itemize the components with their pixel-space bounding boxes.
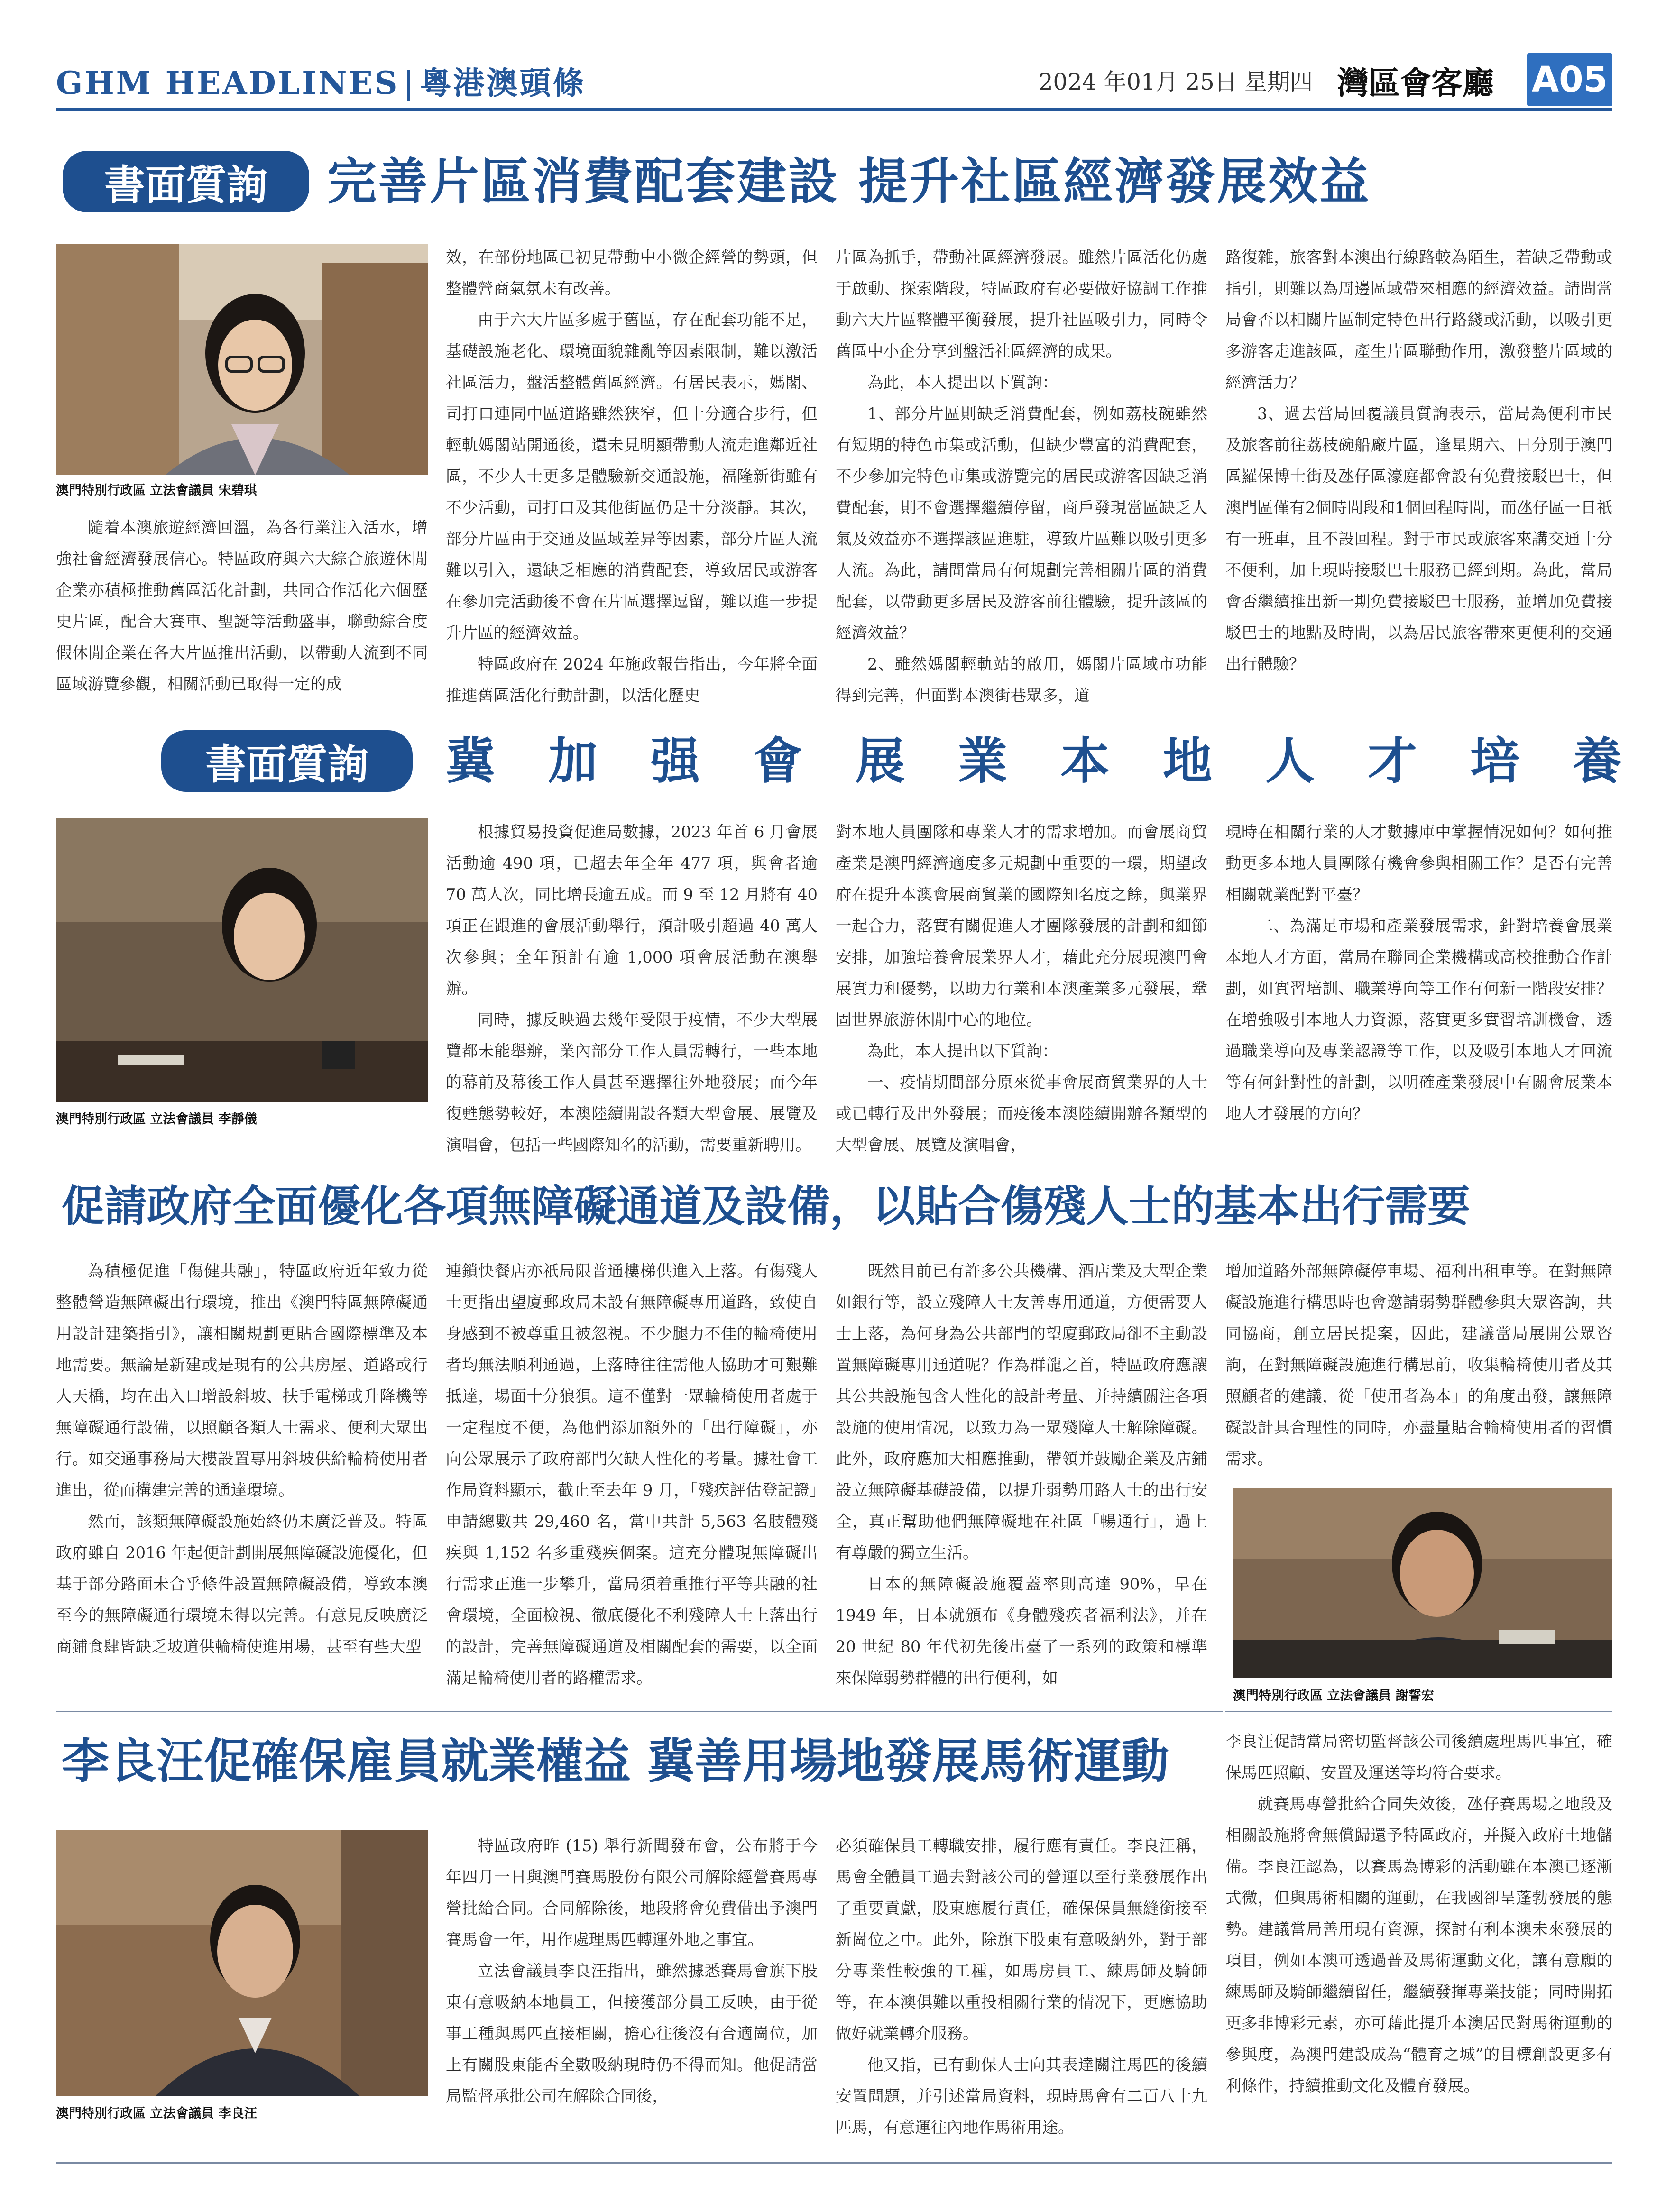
article4-column-3 <box>836 1830 1207 2153</box>
article4-paragraph: 特區政府昨 (15) 舉行新聞發布會，公布將于今年四月一日與澳門賽馬股份有限公司解除經營賽馬專營批給合同。合同解除後，地段將會免費借出予澳門賽馬會一年，用作處理馬匹轉運外地之事宜。 <box>446 1836 818 1949</box>
article2-column-2 <box>446 817 818 1154</box>
article1-paragraph: 1、部分片區則缺乏消費配套，例如荔枝碗雖然有短期的特色市集或活動，但缺少豐富的消費配套，不少參加完特色市集或游覽完的居民或游客因缺乏消費配套，則不會選擇繼續停留，商戶發現當區缺乏人氣及效益亦不選擇該區進駐，導致片區難以吸引更多人流。為此，請問當局有何規劃完善相關片區的消費配套，以帶動更多居民及游客前往體驗，提升該區的經濟效益？ <box>836 404 1207 642</box>
article3-column-3 <box>836 1256 1207 1701</box>
article1-paragraph: 2、雖然媽閣輕軌站的啟用，媽閣片區域市功能得到完善，但面對本澳街巷眾多，道 <box>836 655 1207 705</box>
article3-column-4 <box>1225 1256 1612 1478</box>
article1-column-1 <box>56 512 428 716</box>
article2-paragraph: 同時，據反映過去幾年受限于疫情，不少大型展覽都未能舉辦，業內部分工作人員需轉行，一些本地的幕前及幕後工作人員甚至選擇往外地發展；而今年復甦態勢較好，本澳陸續開設各類大型會展、展覽及演唱會，包括一些國際知名的活動，需要重新聘用。 <box>446 1010 818 1154</box>
article1-headline: 完善片區消費配套建設 提升社區經濟發展效益 <box>327 153 1371 211</box>
article4-paragraph: 就賽馬專營批給合同失效後，氹仔賽馬場之地段及相關設施將會無償歸還予特區政府，并擬入政府土地儲備。李良汪認為，以賽馬為博彩的活動雖在本澳已逐漸式微，但與馬術相關的運動，在我國卻呈蓬勃發展的態勢。建議當局善用現有資源，探討有利本澳未來發展的項目，例如本澳可透過普及馬術運動文化，讓有意願的練馬師及騎師繼續留任，繼續發揮專業技能；同時開拓更多非博彩元素，亦可藉此提升本澳居民對馬術運動的參與度，為澳門建設成為“體育之城”的目標創設更多有利條件，持續推動文化及體育發展。 <box>1225 1795 1612 2095</box>
article1-paragraph: 隨着本澳旅遊經濟回溫，為各行業注入活水，增強社會經濟發展信心。特區政府與六大綜合旅遊休閒企業亦積極推動舊區活化計劃，共同合作活化六個歷史片區，配合大賽車、聖誕等活動盛事，聯動綜合度假休閒企業在各大片區推出活動，以帶動人流到不同區域游覽參觀，相關活動已取得一定的成 <box>56 518 428 693</box>
article1-column-4 <box>1225 242 1612 716</box>
article4-paragraph: 他又指，已有動保人士向其表達關注馬匹的後續安置問題，并引述當局資料，現時馬會有二百八十九匹馬，有意運往內地作馬術用途。 <box>836 2056 1207 2137</box>
article2-paragraph: 現時在相關行業的人才數據庫中掌握情况如何？如何推動更多本地人員團隊有機會參與相關工作？是否有完善相關就業配對平臺？ <box>1225 823 1612 904</box>
article3-column-1 <box>56 1256 428 1701</box>
article1-paragraph: 路復雜，旅客對本澳出行線路較為陌生，若缺乏帶動或指引，則難以為周邊區域帶來相應的經濟效益。請問當局會否以相關片區制定特色出行路綫或活動，以吸引更多游客走進該區，產生片區聯動作用，激發整片區域的經濟活力？ <box>1225 248 1612 392</box>
article3-paragraph: 為積極促進「傷健共融」，特區政府近年致力從整體營造無障礙出行環境，推出《澳門特區無障礙通用設計建築指引》，讓相關規劃更貼合國際標準及本地需要。無論是新建或是現有的公共房屋、道路或行人天橋，均在出入口增設斜坡、扶手電梯或升降機等無障礙通行設備，以照顧各類人士需求、便利大眾出行。如交通事務局大樓設置專用斜坡供給輪椅使用者進出，從而構建完善的通達環境。 <box>56 1262 428 1499</box>
article1-column-3 <box>836 242 1207 716</box>
article3-photo <box>1233 1488 1612 1678</box>
article4-photo <box>56 1830 428 2096</box>
article2-caption: 澳門特別行政區 立法會議員 李靜儀 <box>56 1112 257 1127</box>
masthead-brand <box>56 58 586 103</box>
article1-caption: 澳門特別行政區 立法會議員 宋碧琪 <box>56 483 257 498</box>
issue-date: 2024 年01月 25日 星期四 <box>1039 69 1313 95</box>
brand-en: GHM HEADLINES <box>56 64 399 101</box>
article4-caption: 澳門特別行政區 立法會議員 李良汪 <box>56 2106 257 2121</box>
article3-paragraph: 日本的無障礙設施覆蓋率則高達 90%，早在 1949 年，日本就頒布《身體殘疾者福利法》，并在 20 世紀 80 年代初先後出臺了一系列的政策和標準來保障弱勢群體的出行便利，如 <box>836 1575 1207 1687</box>
article2-paragraph: 對本地人員團隊和專業人才的需求增加。而會展商貿產業是澳門經濟適度多元規劃中重要的一環，期望政府在提升本澳會展商貿業的國際知名度之餘，與業界一起合力，落實有關促進人才團隊發展的計劃和細節安排，加強培養會展業界人才，藉此充分展現澳門會展實力和優勢，以助力行業和本澳產業多元發展，鞏固世界旅游休閒中心的地位。 <box>836 823 1207 1029</box>
article2-headline: 冀加强會展業本地人才培養 <box>446 732 1675 790</box>
article4-column-4 <box>1225 1726 1612 2153</box>
article3-paragraph: 連鎖快餐店亦祇局限普通樓梯供進入上落。有傷殘人士更指出望廈郵政局未設有無障礙專用道路，致使自身感到不被尊重且被忽視。不少腿力不佳的輪椅使用者均無法順利通過，上落時往往需他人協助才可艱難抵達，場面十分狼狽。這不僅對一眾輪椅使用者處于一定程度不便，為他們添加額外的「出行障礙」，亦向公眾展示了政府部門欠缺人性化的考量。據社會工作局資料顯示，截止至去年 9 月，「殘疾評估登記證」申請總數共 29,460 名，當中共計 5,563 名肢體殘疾與 1,152 名多重殘疾個案。這充分體現無障礙出行需求正進一步攀升，當局須着重推行平等共融的社會環境，全面檢視、徹底優化不利殘障人士上落出行的設計，完善無障礙通道及相關配套的需要，以全面滿足輪椅使用者的路權需求。 <box>446 1262 818 1687</box>
article1-paragraph: 效，在部份地區已初見帶動中小微企經營的勢頭，但整體營商氣氛未有改善。 <box>446 248 818 298</box>
article2-photo <box>56 818 428 1102</box>
article1-paragraph: 為此，本人提出以下質詢： <box>867 373 1058 392</box>
article2-paragraph: 二、為滿足市場和產業發展需求，針對培養會展業本地人才方面，當局在聯同企業機構或高校推動合作計劃，如實習培訓、職業導向等工作有何新一階段安排？在增強吸引本地人力資源，落實更多實習培訓機會，透過職業導向及專業認證等工作，以及吸引本地人才回流等有何針對性的計劃，以明確產業發展中有關會展業本地人才發展的方向？ <box>1225 917 1612 1123</box>
article2-badge: 書面質詢 <box>161 730 413 792</box>
article1-paragraph: 特區政府在 2024 年施政報告指出，今年將全面推進舊區活化行動計劃，以活化歷史 <box>446 655 818 705</box>
article1-column-2 <box>446 242 818 716</box>
article2-paragraph: 一、疫情期間部分原來從事會展商貿業界的人士或已轉行及出外發展；而疫後本澳陸續開辦各類型的大型會展、展覽及演唱會， <box>836 1073 1207 1154</box>
section-divider <box>1225 1711 1612 1712</box>
article1-paragraph: 由于六大片區多處于舊區，存在配套功能不足，基礎設施老化、環境面貌雜亂等因素限制，難以激活社區活力，盤活整體舊區經濟。有居民表示，媽閣、司打口連同中區道路雖然狹窄，但十分適合步行，但輕軌媽閣站開通後，還未見明顯帶動人流走進鄰近社區，不少人士更多是體驗新交通設施，福隆新街雖有不少活動，司打口及其他街區仍是十分淡靜。其次，部分片區由于交通及區域差异等因素，部分片區人流難以引入，還缺乏相應的消費配套，導致居民或游客在參加完活動後不會在片區選擇逗留，難以進一步提升片區的經濟效益。 <box>446 311 818 642</box>
article4-headline: 李良汪促確保雇員就業權益 冀善用場地發展馬術運動 <box>62 1734 1169 1789</box>
article1-badge: 書面質詢 <box>63 151 309 212</box>
article3-caption: 澳門特別行政區 立法會議員 謝誓宏 <box>1233 1689 1434 1703</box>
article1-paragraph: 片區為抓手，帶動社區經濟發展。雖然片區活化仍處于啟動、探索階段，特區政府有必要做好協調工作推動六大片區整體平衡發展，提升社區吸引力，同時令舊區中小企分享到盤活社區經濟的成果。 <box>836 248 1207 360</box>
article2-column-4 <box>1225 817 1612 1139</box>
page-number-badge: A05 <box>1527 53 1612 106</box>
section-name: 灣區會客廳 <box>1337 64 1494 101</box>
article1-photo <box>56 244 428 475</box>
article1-paragraph: 3、過去當局回覆議員質詢表示，當局為便利市民及旅客前往荔枝碗船廠片區，逢星期六、日分別于澳門區羅保博士街及氹仔區濠庭都會設有免費接駁巴士，但澳門區僅有2個時間段和1個回程時間，而氹仔區一日祇有一班車，且不設回程。對于市民或旅客來講交通十分不便利，加上現時接駁巴士服務已經到期。為此，當局會否繼續推出新一期免費接駁巴士服務，並增加免費接駁巴士的地點及時間，以為居民旅客帶來更便利的交通出行體驗？ <box>1225 404 1612 673</box>
article3-column-2 <box>446 1256 818 1701</box>
brand-separator: | <box>403 64 416 101</box>
brand-zh: 粵港澳頭條 <box>420 64 586 101</box>
article4-paragraph: 立法會議員李良汪指出，雖然據悉賽馬會旗下股東有意吸納本地員工，但接獲部分員工反映，由于從事工種與馬匹直接相關，擔心往後沒有合適崗位，加上有關股東能否全數吸納現時仍不得而知。他促請當局監督承批公司在解除合同後， <box>446 1962 818 2105</box>
article4-paragraph: 必須確保員工轉職安排，履行應有責任。李良汪稱，馬會全體員工過去對該公司的營運以至行業發展作出了重要貢獻，股東應履行責任，確保保員無縫銜接至新崗位之中。此外，除旗下股東有意吸納外，對于部分專業性較強的工種，如馬房員工、練馬師及騎師等，在本澳俱難以重投相關行業的情况下，更應協助做好就業轉介服務。 <box>836 1836 1207 2043</box>
bottom-rule <box>56 2162 1612 2164</box>
article3-paragraph: 然而，該類無障礙設施始終仍未廣泛普及。特區政府雖自 2016 年起便計劃開展無障礙設施優化，但基于部分路面未合乎條件設置無障礙設備，導致本澳至今的無障礙通行環境未得以完善。有意見反映廣泛商鋪食肆皆缺乏坡道供輪椅使進用場，甚至有些大型 <box>56 1512 428 1656</box>
article3-headline: 促請政府全面優化各項無障礙通道及設備，以貼合傷殘人士的基本出行需要 <box>62 1182 1470 1231</box>
article4-column-2 <box>446 1830 818 2153</box>
article2-paragraph: 為此，本人提出以下質詢： <box>867 1042 1058 1060</box>
article2-paragraph: 根據貿易投資促進局數據，2023 年首 6 月會展活動逾 490 項，已超去年全年 477 項，與會者逾 70 萬人次，同比增長逾五成。而 9 至 12 月將有 40 項正在跟進的會展活動舉行，預計吸引超過 40 萬人次參與；全年預計有逾 1,000 項會展活動在澳舉辦。 <box>446 823 818 998</box>
article3-paragraph: 增加道路外部無障礙停車場、福利出租車等。在對無障礙設施進行構思時也會邀請弱勢群體參與大眾咨詢，共同協商，創立居民提案，因此，建議當局展開公眾咨詢，在對無障礙設施進行構思前，收集輪椅使用者及其照顧者的建議，從「使用者為本」的角度出發，讓無障礙設計具合理性的同時，亦盡量貼合輪椅使用者的習慣需求。 <box>1225 1262 1612 1468</box>
masthead-rule <box>56 108 1612 111</box>
article2-column-3 <box>836 817 1207 1154</box>
article3-paragraph: 既然目前已有許多公共機構、酒店業及大型企業如銀行等，設立殘障人士友善專用通道，方便需要人士上落，為何身為公共部門的望廈郵政局卻不主動設置無障礙專用通道呢？作為群龍之首，特區政府應讓其公共設施包含人性化的設計考量、并持續關注各項設施的使用情况，以致力為一眾殘障人士解除障礙。此外，政府應加大相應推動，帶領并鼓勵企業及店鋪設立無障礙基礎設備，以提升弱勢用路人士的出行安全，真正幫助他們無障礙地在社區「暢通行」，過上有尊嚴的獨立生活。 <box>836 1262 1207 1562</box>
section-divider <box>56 1711 1223 1712</box>
article4-paragraph: 李良汪促請當局密切監督該公司後續處理馬匹事宜，確保馬匹照顧、安置及運送等均符合要求。 <box>1225 1732 1612 1782</box>
